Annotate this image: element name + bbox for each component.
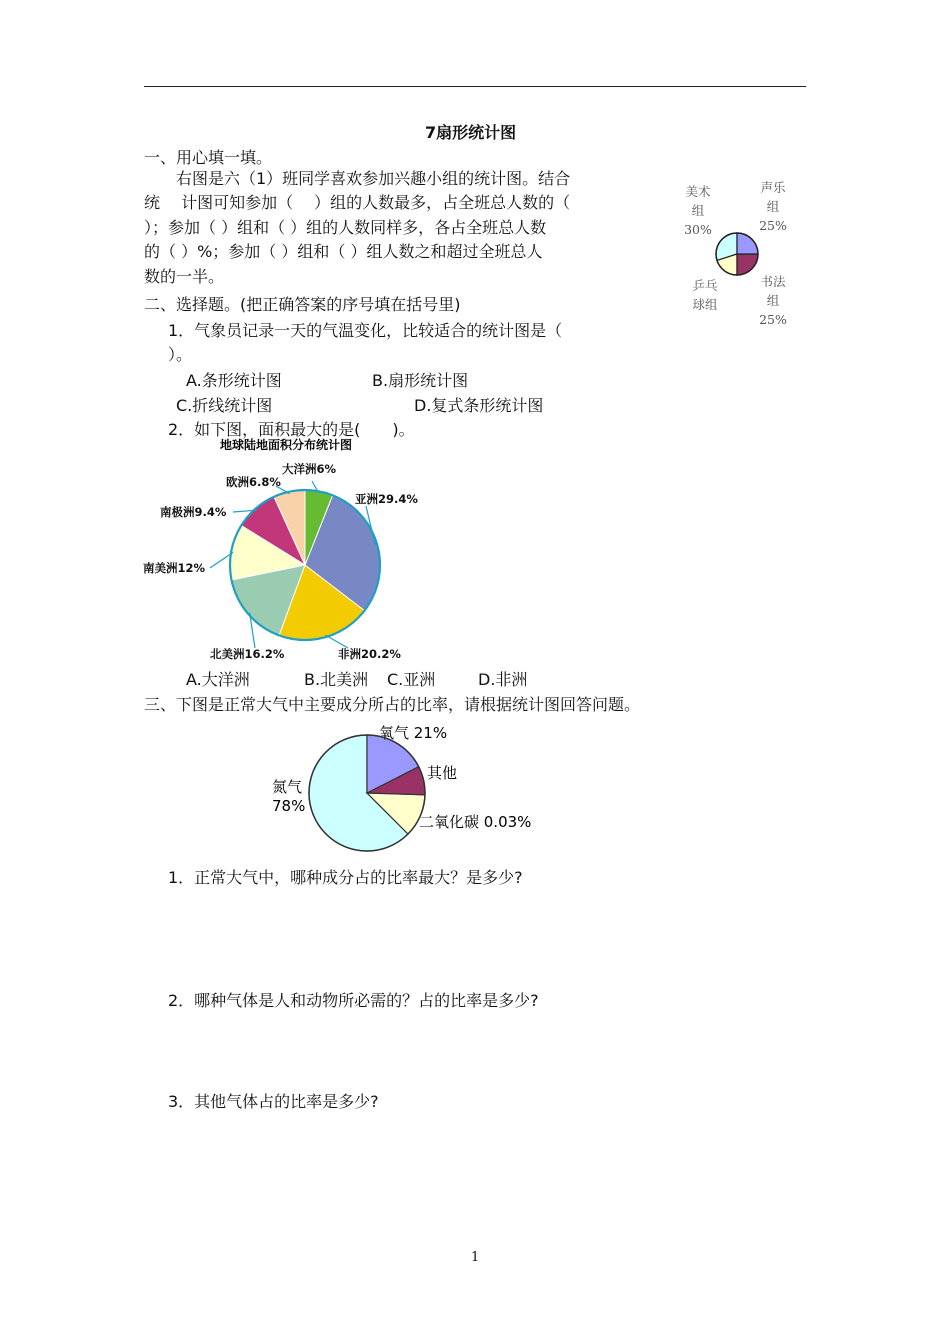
continent-pie-chart: [140, 434, 460, 666]
q2-option-b: B.北美洲: [304, 670, 369, 689]
section1-line-4: 的（ ）%；参加（ ）组和（ ）组人数之和超过全班总人: [144, 242, 543, 261]
q1-option-c: C.折线统计图: [176, 396, 273, 415]
section3-question-3: 3．其他气体占的比率是多少?: [168, 1092, 379, 1111]
interest-group-pie: [714, 231, 760, 277]
label-pingpong-name2: 球组: [692, 297, 718, 312]
label-art-pct: 30%: [684, 222, 712, 237]
section1-line-3: ）；参加（ ）组和（ ）组的人数同样多，各占全班总人数: [144, 218, 547, 237]
page-title: 7扇形统计图: [425, 123, 517, 142]
section1-line-2: 统 计图可知参加（ ）组的人数最多，占全班总人数的（: [144, 193, 571, 212]
label-art-name: 美术: [685, 184, 711, 199]
q1-option-a: A.条形统计图: [186, 371, 282, 390]
label-calligraphy: [754, 272, 792, 329]
label-pingpong: [688, 276, 722, 314]
section1-line-1: 右图是六（1）班同学喜欢参加兴趣小组的统计图。结合: [176, 169, 571, 188]
label-vocal: [754, 178, 792, 235]
label-vocal-pct: 25%: [759, 218, 787, 233]
label-calligraphy-pct: 25%: [759, 312, 787, 327]
atmosphere-pie-chart: [262, 718, 552, 858]
label-vocal-name2: 组: [766, 199, 780, 214]
continent-label-4: 南美洲12%: [143, 561, 206, 575]
continent-label-6: 欧洲6.8%: [226, 475, 281, 489]
section3-heading: 三、下图是正常大气中主要成分所占的比率，请根据统计图回答问题。: [144, 695, 641, 714]
label-nitrogen: 氮气: [272, 778, 303, 796]
page-number: 1: [471, 1250, 480, 1265]
section1-line-5: 数的一半。: [144, 267, 225, 286]
q1-text: 1．气象员记录一天的气温变化，比较适合的统计图是（: [168, 321, 563, 340]
label-art: [680, 182, 716, 239]
q1-text-cont: ）。: [168, 345, 193, 364]
q1-option-d: D.复式条形统计图: [414, 396, 544, 415]
label-art-name2: 组: [691, 203, 705, 218]
q2-text: 2．如下图，面积最大的是( )。: [168, 420, 415, 439]
section3-question-2: 2．哪种气体是人和动物所必需的？占的比率是多少?: [168, 991, 539, 1010]
continent-label-5: 南极洲9.4%: [160, 505, 227, 519]
continent-label-2: 非洲20.2%: [338, 647, 401, 661]
label-co2: 二氧化碳 0.03%: [419, 813, 532, 831]
continent-chart-title: 地球陆地面积分布统计图: [219, 438, 353, 452]
label-calligraphy-name: 书法: [760, 274, 786, 289]
label-pingpong-name: 乒乓: [692, 278, 718, 293]
label-oxygen: 氧气 21%: [379, 724, 448, 742]
section3-question-1: 1．正常大气中，哪种成分占的比率最大？是多少?: [168, 868, 523, 887]
label-calligraphy-name2: 组: [766, 293, 780, 308]
label-other: 其他: [427, 764, 458, 782]
continent-label-0: 大洋洲6%: [282, 462, 337, 476]
q1-option-b: B.扇形统计图: [372, 371, 469, 390]
section1-heading: 一、用心填一填。: [144, 148, 273, 167]
q2-option-c: C.亚洲: [387, 670, 436, 689]
q2-option-a: A.大洋洲: [186, 670, 250, 689]
continent-label-1: 亚洲29.4%: [355, 492, 418, 506]
continent-label-3: 北美洲16.2%: [210, 647, 285, 661]
label-nitrogen-pct: 78%: [272, 797, 306, 815]
header-rule: [144, 86, 806, 87]
label-vocal-name: 声乐: [760, 180, 786, 195]
section2-heading: 二、选择题。(把正确答案的序号填在括号里): [144, 295, 461, 314]
q2-option-d: D.非洲: [478, 670, 528, 689]
